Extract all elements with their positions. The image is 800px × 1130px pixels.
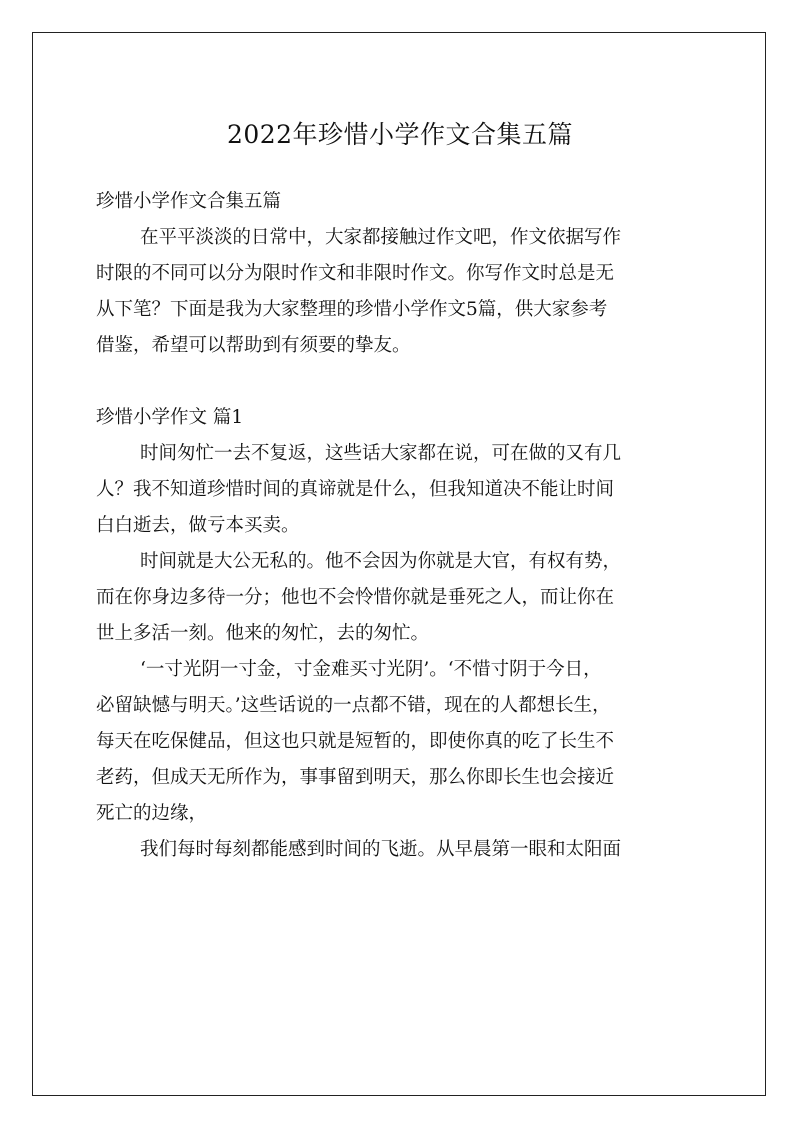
document-title: 2022年珍惜小学作文合集五篇: [226, 119, 574, 149]
paragraph-line: 时限的不同可以分为限时作文和非限时作文。你写作文时总是无: [96, 263, 615, 284]
paragraph-line: 必留缺憾与明天。’这些话说的一点都不错，现在的人都想长生，: [96, 695, 611, 716]
paragraph-4: [96, 832, 704, 868]
paragraph-2: [96, 544, 704, 652]
document-body: [96, 184, 704, 868]
paragraph-line: 从下笔？下面是我为大家整理的珍惜小学作文5篇，供大家参考: [96, 299, 608, 320]
paragraph-1: [96, 436, 704, 544]
paragraph-line: 而在你身边多待一分；他也不会怜惜你就是垂死之人，而让你在: [96, 587, 615, 608]
section-heading: 珍惜小学作文 篇1: [96, 407, 244, 428]
paragraph-line: 借鉴，希望可以帮助到有须要的挚友。: [96, 335, 411, 356]
paragraph-line: 我们每时每刻都能感到时间的飞逝。从早晨第一眼和太阳面: [140, 839, 622, 860]
paragraph-line: 世上多活一刻。他来的匆忙，去的匆忙。: [96, 623, 430, 644]
paragraph-line: 每天在吃保健品，但这也只就是短暂的，即使你真的吃了长生不: [96, 731, 615, 752]
paragraph-line: 人？我不知道珍惜时间的真谛就是什么，但我知道决不能让时间: [96, 479, 615, 500]
paragraph-line: 死亡的边缘，: [96, 803, 208, 824]
subtitle: 珍惜小学作文合集五篇: [96, 191, 282, 212]
paragraph-line: 在平平淡淡的日常中，大家都接触过作文吧，作文依据写作: [140, 227, 622, 248]
blank-line: [96, 364, 704, 400]
intro-paragraph: [96, 220, 704, 364]
paragraph-line: ‘一寸光阴一寸金，寸金难买寸光阴’。‘不惜寸阴于今日，: [140, 659, 602, 680]
paragraph-line: 白白逝去，做亏本买卖。: [96, 515, 300, 536]
paragraph-line: 时间就是大公无私的。他不会因为你就是大官，有权有势，: [140, 551, 622, 572]
paragraph-3: [96, 652, 704, 832]
paragraph-line: 老药，但成天无所作为，事事留到明天，那么你即长生也会接近: [96, 767, 615, 788]
paragraph-line: 时间匆忙一去不复返，这些话大家都在说，可在做的又有几: [140, 443, 622, 464]
